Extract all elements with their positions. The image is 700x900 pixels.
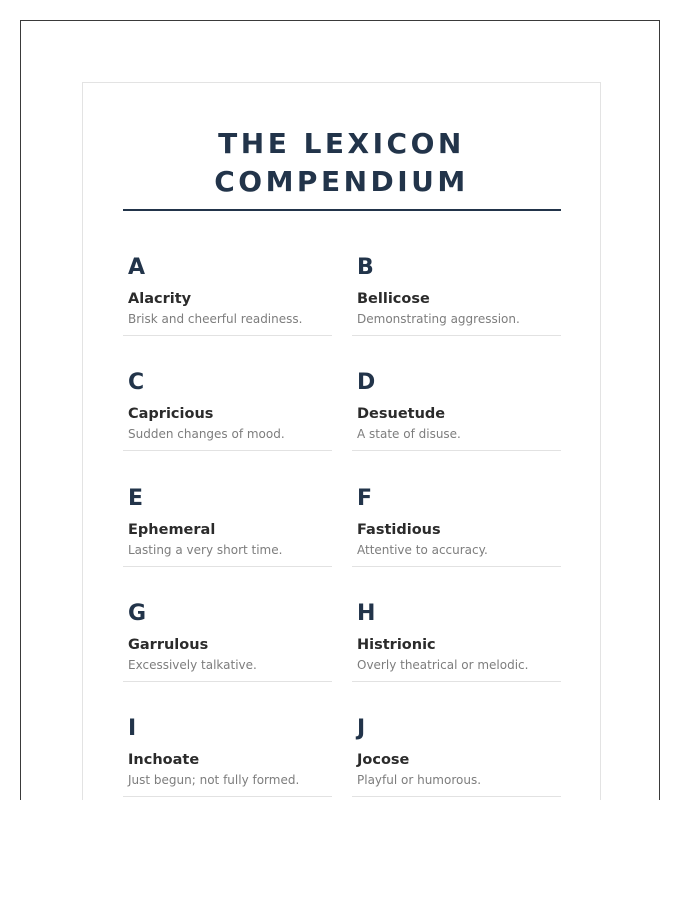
entry-word: Histrionic — [357, 637, 436, 653]
entry-definition: Sudden changes of mood. — [128, 427, 285, 441]
entry-word: Bellicose — [357, 291, 430, 307]
title-line-1: THE LEXICON — [218, 127, 465, 160]
entry-letter: F — [357, 486, 373, 511]
entry-letter: J — [357, 716, 366, 741]
page-title — [123, 125, 560, 201]
entry-e — [123, 484, 332, 567]
entry-h — [352, 599, 561, 682]
entry-word: Garrulous — [128, 637, 209, 653]
entry-a — [123, 253, 332, 336]
entry-definition: Excessively talkative. — [128, 658, 257, 672]
entry-letter: C — [128, 370, 145, 395]
entry-letter: G — [128, 601, 147, 626]
page-frame — [20, 20, 660, 800]
entry-definition: Overly theatrical or melodic. — [357, 658, 529, 672]
compendium-card — [82, 82, 601, 800]
entry-letter: H — [357, 601, 376, 626]
entry-c — [123, 368, 332, 451]
entry-g — [123, 599, 332, 682]
entry-word: Inchoate — [128, 752, 200, 768]
entry-word: Desuetude — [357, 406, 446, 422]
entry-word: Alacrity — [128, 291, 192, 307]
entry-i — [123, 714, 332, 797]
entry-letter: I — [128, 716, 137, 741]
entry-word: Ephemeral — [128, 522, 216, 538]
entry-definition: Attentive to accuracy. — [357, 543, 488, 557]
entry-word: Capricious — [128, 406, 214, 422]
entry-definition: Playful or humorous. — [357, 773, 482, 787]
entry-letter: D — [357, 370, 376, 395]
entry-word: Jocose — [357, 752, 410, 768]
entry-definition: Just begun; not fully formed. — [128, 773, 300, 787]
entry-letter: E — [128, 486, 144, 511]
entry-definition: Demonstrating aggression. — [357, 312, 520, 326]
entry-definition: Lasting a very short time. — [128, 543, 283, 557]
entry-b — [352, 253, 561, 336]
entry-definition: Brisk and cheerful readiness. — [128, 312, 303, 326]
entry-word: Fastidious — [357, 522, 441, 538]
entry-f — [352, 484, 561, 567]
title-divider — [123, 209, 561, 211]
entry-letter: A — [128, 255, 146, 280]
entry-j — [352, 714, 561, 797]
entry-d — [352, 368, 561, 451]
title-line-2: COMPENDIUM — [214, 165, 469, 198]
entry-definition: A state of disuse. — [357, 427, 461, 441]
entry-letter: B — [357, 255, 374, 280]
